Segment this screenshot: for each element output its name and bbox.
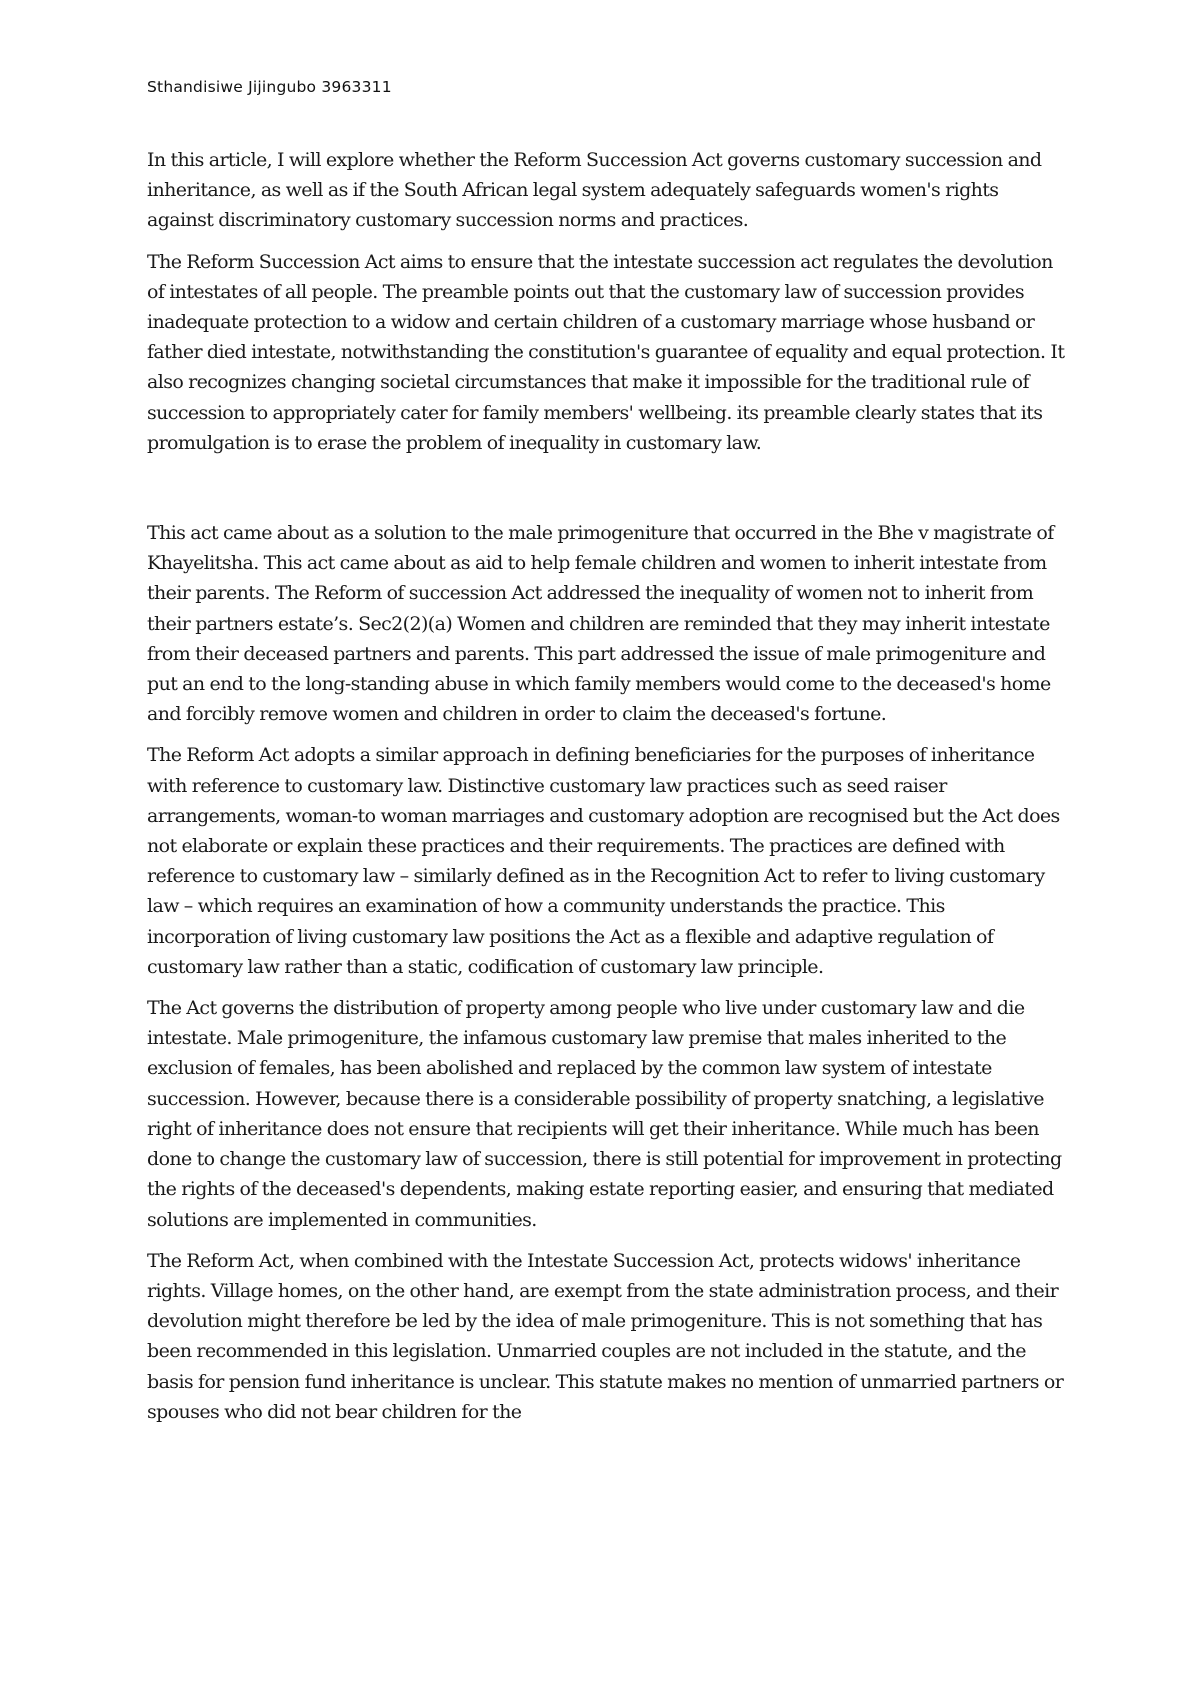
author-header: Sthandisiwe Jijingubo 3963311 [147, 78, 392, 96]
paragraph-widows-rights: The Reform Act, when combined with the Intestate Succession Act, protects widows' inheritance rights. Village homes, on the other hand, are exempt from the state administration process, and their devolution might therefore be led by the idea of male primogeniture. This is not something that has been recommended in this legislation. Unmarried couples are not included in the statute, and the basis for pension fund inheritance is unclear. This statute makes no mention of unmarried partners or spouses who did not bear children for the [147, 1249, 1064, 1423]
paragraph-male-primogeniture: This act came about as a solution to the male primogeniture that occurred in the Bhe v magistrate of Khayelitsha. This act came about as aid to help female children and women to inherit intestate from their parents. The Reform of succession Act addressed the inequality of women not to inherit from their partners estate’s. Sec2(2)(a) Women and children are reminded that they may inherit intestate from their deceased partners and parents. This part addressed the issue of male primogeniture and put an end to the long-standing abuse in which family members would come to the deceased's home and forcibly remove women and children in order to claim the deceased's fortune. [147, 522, 1054, 726]
paragraph-reform-succession-act: The Reform Succession Act aims to ensure that the intestate succession act regulates the devolution of intestates of all people. The preamble points out that the customary law of succession provides inadequate protection to a widow and certain children of a customary marriage whose husband or father died intestate, notwithstanding the constitution's guarantee of equality and equal protection. It also recognizes changing societal circumstances that make it impossible for the traditional rule of succession to appropriately cater for family members' wellbeing. its preamble clearly states that its promulgation is to erase the problem of inequality in customary law. [147, 250, 1065, 454]
article-body [147, 145, 1067, 1427]
paragraph-beneficiaries: The Reform Act adopts a similar approach in defining beneficiaries for the purposes of inheritance with reference to customary law. Distinctive customary law practices such as seed raiser arrangements, woman-to woman marriages and customary adoption are recognised but the Act does not elaborate or explain these practices and their requirements. The practices are defined with reference to customary law – similarly defined as in the Recognition Act to refer to living customary law – which requires an examination of how a community understands the practice. This incorporation of living customary law positions the Act as a flexible and adaptive regulation of customary law rather than a static, codification of customary law principle. [147, 744, 1060, 978]
paragraph-intro: In this article, I will explore whether the Reform Succession Act governs customary succession and inheritance, as well as if the South African legal system adequately safeguards women's rights against discriminatory customary succession norms and practices. [147, 149, 1042, 232]
paragraph-distribution-of-property: The Act governs the distribution of property among people who live under customary law and die intestate. Male primogeniture, the infamous customary law premise that males inherited to the exclusion of females, has been abolished and replaced by the common law system of intestate succession. However, because there is a considerable possibility of property snatching, a legislative right of inheritance does not ensure that recipients will get their inheritance. While much has been done to change the customary law of succession, there is still potential for improvement in protecting the rights of the deceased's dependents, making estate reporting easier, and ensuring that mediated solutions are implemented in communities. [147, 997, 1062, 1231]
